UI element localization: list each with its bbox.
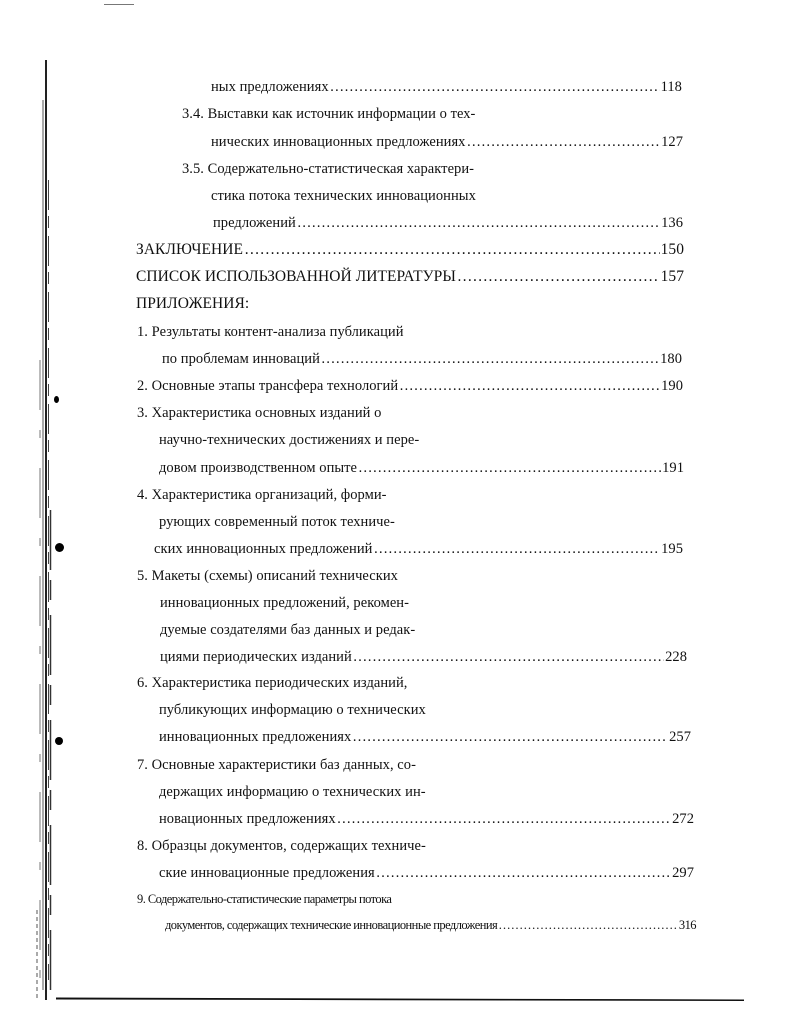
appendix-4-line3: ских инновационных предложений ………………………………………………………………………………………………………………………………………………………………………………………………………………………………………………………… 195	[154, 539, 683, 559]
appendix-6: 6. Характеристика периодических изданий,	[137, 675, 408, 691]
page-number: 157	[660, 268, 684, 285]
scan-artifact-bottom-edge	[56, 996, 744, 1002]
toc-entry-3-5-line2: стика потока технических инновационных	[211, 188, 476, 204]
leader-dots	[330, 77, 660, 97]
leader-dots	[321, 349, 659, 369]
toc-entry-3-5: 3.5. Содержательно-статистическая характери-	[182, 161, 475, 177]
appendix-7: 7. Основные характеристики баз данных, со-	[137, 757, 416, 773]
page-number: 118	[660, 79, 682, 95]
appendix-5-line4: циями периодических изданий ………………………………………………………………………………………………………………………………………………………………………………………………………………………………………………………… 228	[160, 647, 687, 667]
page-number: 195	[661, 541, 683, 557]
appendix-6-line3: инновационных предложениях ………………………………………………………………………………………………………………………………………………………………………………………………………………………………………………………… 257	[159, 727, 691, 747]
page-number: 297	[672, 865, 694, 881]
leader-dots	[498, 915, 678, 935]
appendix-3-line3: довом производственном опыте ………………………………………………………………………………………………………………………………………………………………………………………………………………………………………………………… 191	[159, 458, 684, 478]
appendix-6-line2: публикующих информацию о технических	[159, 702, 426, 718]
scan-dot	[55, 737, 63, 745]
toc-entry-references: СПИСОК ИСПОЛЬЗОВАННОЙ ЛИТЕРАТУРЫ ………………………………………………………………………………………………………………………………………………………………………………………………………………………………………………………… 157	[136, 267, 684, 287]
appendix-3-line2: научно-технических достижениях и пере-	[159, 432, 420, 448]
page-number: 150	[660, 241, 684, 258]
appendix-5: 5. Макеты (схемы) описаний технических	[137, 568, 398, 584]
page-number: 316	[678, 918, 696, 932]
leader-dots	[244, 240, 660, 260]
scan-dot	[54, 396, 59, 403]
toc-entry-3-3-continued: ных предложениях ………………………………………………………………………………………………………………………………………………………………………………………………………………………………………………………… 118	[211, 77, 682, 97]
toc-entry-3-4: 3.4. Выставки как источник информации о тех-	[182, 106, 476, 122]
appendix-1-line2: по проблемам инноваций ………………………………………………………………………………………………………………………………………………………………………………………………………………………………………………………… 180	[162, 349, 682, 369]
appendix-1: 1. Результаты контент-анализа публикаций	[137, 324, 404, 340]
scan-artifact-top	[104, 4, 134, 5]
scan-artifact-left-edge	[32, 60, 52, 1000]
appendix-8-line2: ские инновационные предложения ………………………………………………………………………………………………………………………………………………………………………………………………………………………………………………………… 297	[159, 863, 694, 883]
appendix-7-line2: держащих информацию о технических ин-	[159, 784, 426, 800]
appendix-7-line3: новационных предложениях ………………………………………………………………………………………………………………………………………………………………………………………………………………………………………………………… 272	[159, 809, 694, 829]
appendix-2: 2. Основные этапы трансфера технологий ………………………………………………………………………………………………………………………………………………………………………………………………………………………………………………………… 190	[137, 376, 683, 396]
appendix-3: 3. Характеристика основных изданий о	[137, 405, 382, 421]
page-number: 127	[661, 134, 683, 150]
page-number: 191	[662, 460, 684, 476]
leader-dots	[376, 863, 671, 883]
page-number: 257	[669, 729, 691, 745]
page-number: 136	[661, 215, 683, 231]
appendix-5-line3: дуемые создателями баз данных и редак-	[160, 622, 416, 638]
scan-dot	[55, 543, 64, 552]
leader-dots	[358, 458, 661, 478]
toc-entry-3-4-continued: нических инновационных предложениях ………………………………………………………………………………………………………………………………………………………………………………………………………………………………………………………… 127	[211, 132, 683, 152]
leader-dots	[399, 376, 660, 396]
page-number: 180	[660, 351, 682, 367]
leader-dots	[297, 213, 660, 233]
appendix-5-line2: инновационных предложений, рекомен-	[160, 595, 409, 611]
appendix-8: 8. Образцы документов, содержащих техниче-	[137, 838, 426, 854]
page-number: 272	[672, 811, 694, 827]
leader-dots	[466, 132, 660, 152]
toc-heading-appendices: ПРИЛОЖЕНИЯ:	[136, 295, 250, 312]
appendix-4: 4. Характеристика организаций, форми-	[137, 487, 387, 503]
page-number: 228	[665, 649, 687, 665]
leader-dots	[373, 539, 660, 559]
page-number: 190	[661, 378, 683, 394]
appendix-4-line2: рующих современный поток техниче-	[159, 514, 395, 530]
leader-dots	[352, 727, 668, 747]
appendix-9: 9. Содержательно-статистические параметры потока	[137, 892, 392, 906]
toc-entry-3-5-line3: предложений ………………………………………………………………………………………………………………………………………………………………………………………………………………………………………………………… 136	[213, 213, 683, 233]
leader-dots	[337, 809, 671, 829]
toc-entry-conclusion: ЗАКЛЮЧЕНИЕ ………………………………………………………………………………………………………………………………………………………………………………………………………………………………………………………… 150	[136, 240, 684, 260]
leader-dots	[457, 267, 660, 287]
appendix-9-line2: документов, содержащих технические инновационные предложения ………………………………………………………………………………………………………………………………………………………………………………………………………………………………………………………… 316	[165, 915, 696, 935]
leader-dots	[353, 647, 664, 667]
